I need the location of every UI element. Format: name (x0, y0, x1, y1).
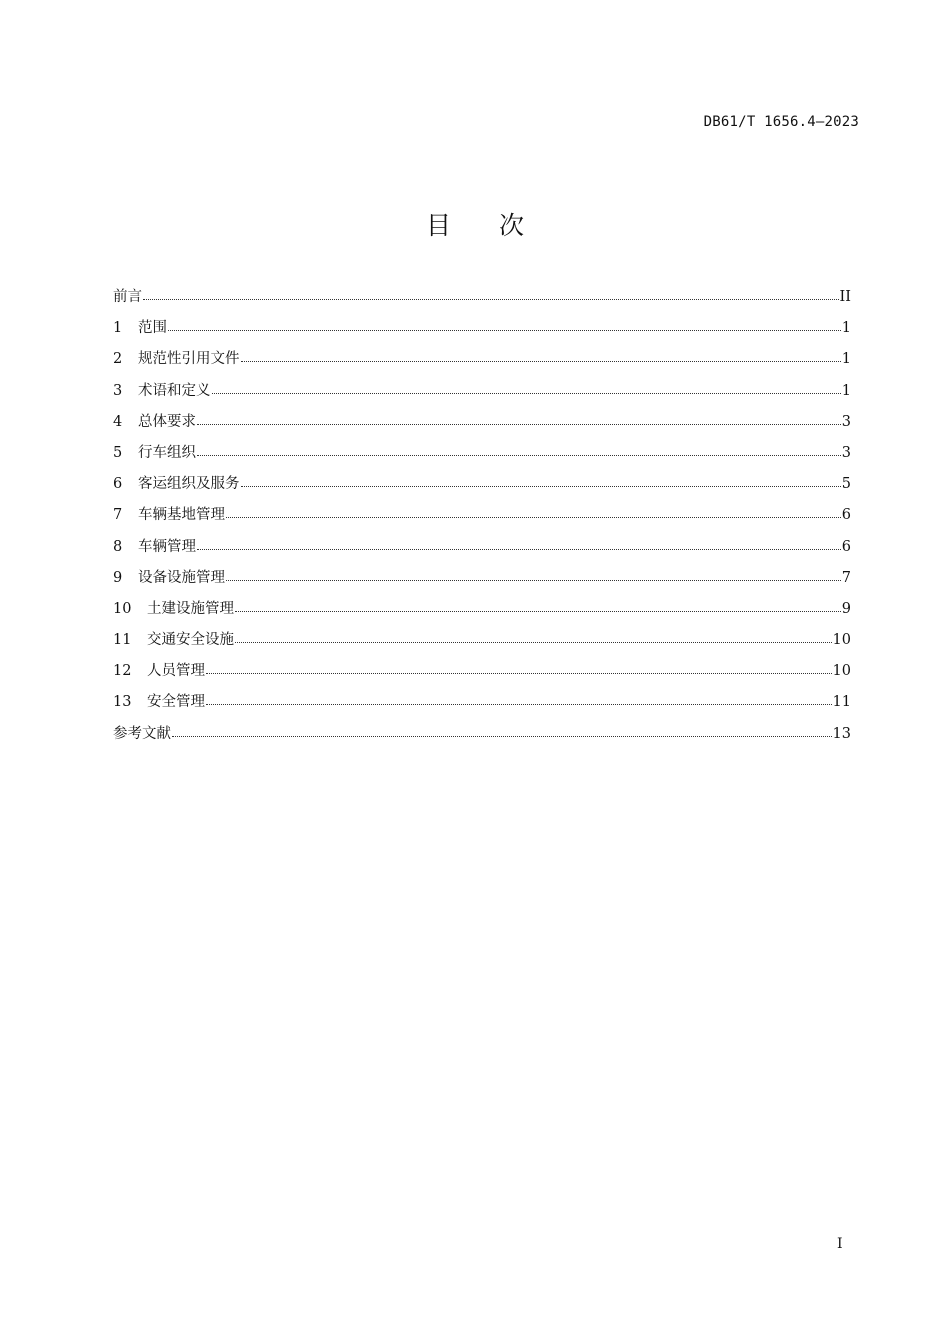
toc-leader-dots (197, 411, 841, 426)
toc-entry-label: 前言 (113, 289, 142, 305)
toc-entry-label: 车辆管理 (138, 538, 196, 555)
toc-entry-label: 术语和定义 (138, 382, 211, 399)
toc-leader-dots (206, 692, 832, 707)
toc-entry-page: 1 (841, 351, 851, 368)
toc-leader-dots (212, 380, 841, 395)
toc-entry-number: 2 (113, 351, 123, 368)
toc-entry-page: 10 (832, 663, 851, 680)
toc-entry-page: 5 (841, 476, 851, 493)
toc-entry-page: 1 (841, 382, 851, 399)
toc-entry-number: 3 (113, 382, 123, 399)
toc-entry-11[interactable] (113, 628, 851, 659)
toc-entry-number: 8 (113, 538, 123, 555)
toc-entry-page: 13 (832, 725, 851, 742)
page-number: I (837, 1236, 843, 1252)
toc-entry-page: 3 (841, 444, 851, 461)
toc-entry-label: 行车组织 (138, 444, 196, 461)
toc-entry-number: 5 (113, 444, 123, 461)
toc-entry-number: 7 (113, 507, 123, 524)
toc-leader-dots (143, 287, 839, 302)
toc-entry-label: 规范性引用文件 (138, 351, 240, 368)
toc-entry-page: 3 (841, 413, 851, 430)
toc-entry-10[interactable] (113, 597, 851, 628)
toc-leader-dots (206, 661, 832, 676)
toc-entry-page: 10 (832, 632, 851, 649)
toc-leader-dots (241, 474, 841, 489)
toc-entry-page: 6 (841, 538, 851, 555)
toc-entry-3[interactable] (113, 379, 851, 410)
toc-leader-dots (168, 318, 841, 333)
toc-entry-6[interactable] (113, 472, 851, 503)
toc-leader-dots (241, 349, 841, 364)
toc-entry-page: 9 (841, 600, 851, 617)
toc-entry-page: II (839, 289, 851, 305)
toc-entry-label: 人员管理 (147, 663, 205, 680)
toc-entry-9[interactable] (113, 566, 851, 597)
toc-leader-dots (172, 723, 832, 738)
toc-entry-number: 6 (113, 476, 123, 493)
toc-entry-label: 安全管理 (147, 694, 205, 711)
toc-entry-number: 4 (113, 413, 123, 430)
toc-entry-page: 11 (832, 694, 851, 711)
toc-entry-label: 范围 (138, 320, 167, 337)
toc-entry-5[interactable] (113, 441, 851, 472)
toc-entry-label: 土建设施管理 (147, 600, 234, 617)
toc-entry-13[interactable] (113, 690, 851, 721)
toc-entry-4[interactable] (113, 410, 851, 441)
toc-entry-page: 6 (841, 507, 851, 524)
toc-entry-foreword[interactable] (113, 285, 851, 316)
toc-entry-label: 参考文献 (113, 725, 171, 742)
toc-entry-number: 12 (113, 663, 132, 680)
toc-entry-number: 9 (113, 569, 123, 586)
title-char-2: 次 (499, 211, 525, 240)
toc-entry-number: 1 (113, 320, 123, 337)
toc-entry-2[interactable] (113, 347, 851, 378)
toc-entry-number: 10 (113, 600, 132, 617)
toc-entry-8[interactable] (113, 535, 851, 566)
page-title (0, 206, 950, 242)
toc-entry-page: 1 (841, 320, 851, 337)
toc-leader-dots (235, 630, 832, 645)
toc-entry-label: 交通安全设施 (147, 632, 234, 649)
toc-entry-12[interactable] (113, 659, 851, 690)
toc-leader-dots (226, 567, 841, 582)
toc-leader-dots (197, 442, 841, 457)
toc-leader-dots (235, 598, 841, 613)
toc-entry-references[interactable] (113, 722, 851, 753)
toc-entry-number: 13 (113, 694, 132, 711)
toc-entry-label: 车辆基地管理 (138, 507, 225, 524)
toc-entry-1[interactable] (113, 316, 851, 347)
toc-entry-page: 7 (841, 569, 851, 586)
toc-leader-dots (226, 505, 841, 520)
toc-entry-label: 客运组织及服务 (138, 476, 240, 493)
toc-entry-7[interactable] (113, 503, 851, 534)
table-of-contents (113, 285, 851, 753)
title-char-1: 目 (425, 211, 451, 240)
toc-leader-dots (197, 536, 841, 551)
toc-entry-label: 设备设施管理 (138, 569, 225, 586)
toc-entry-number: 11 (113, 632, 132, 649)
toc-entry-label: 总体要求 (138, 413, 196, 430)
document-code: DB61/T 1656.4—2023 (703, 114, 859, 130)
